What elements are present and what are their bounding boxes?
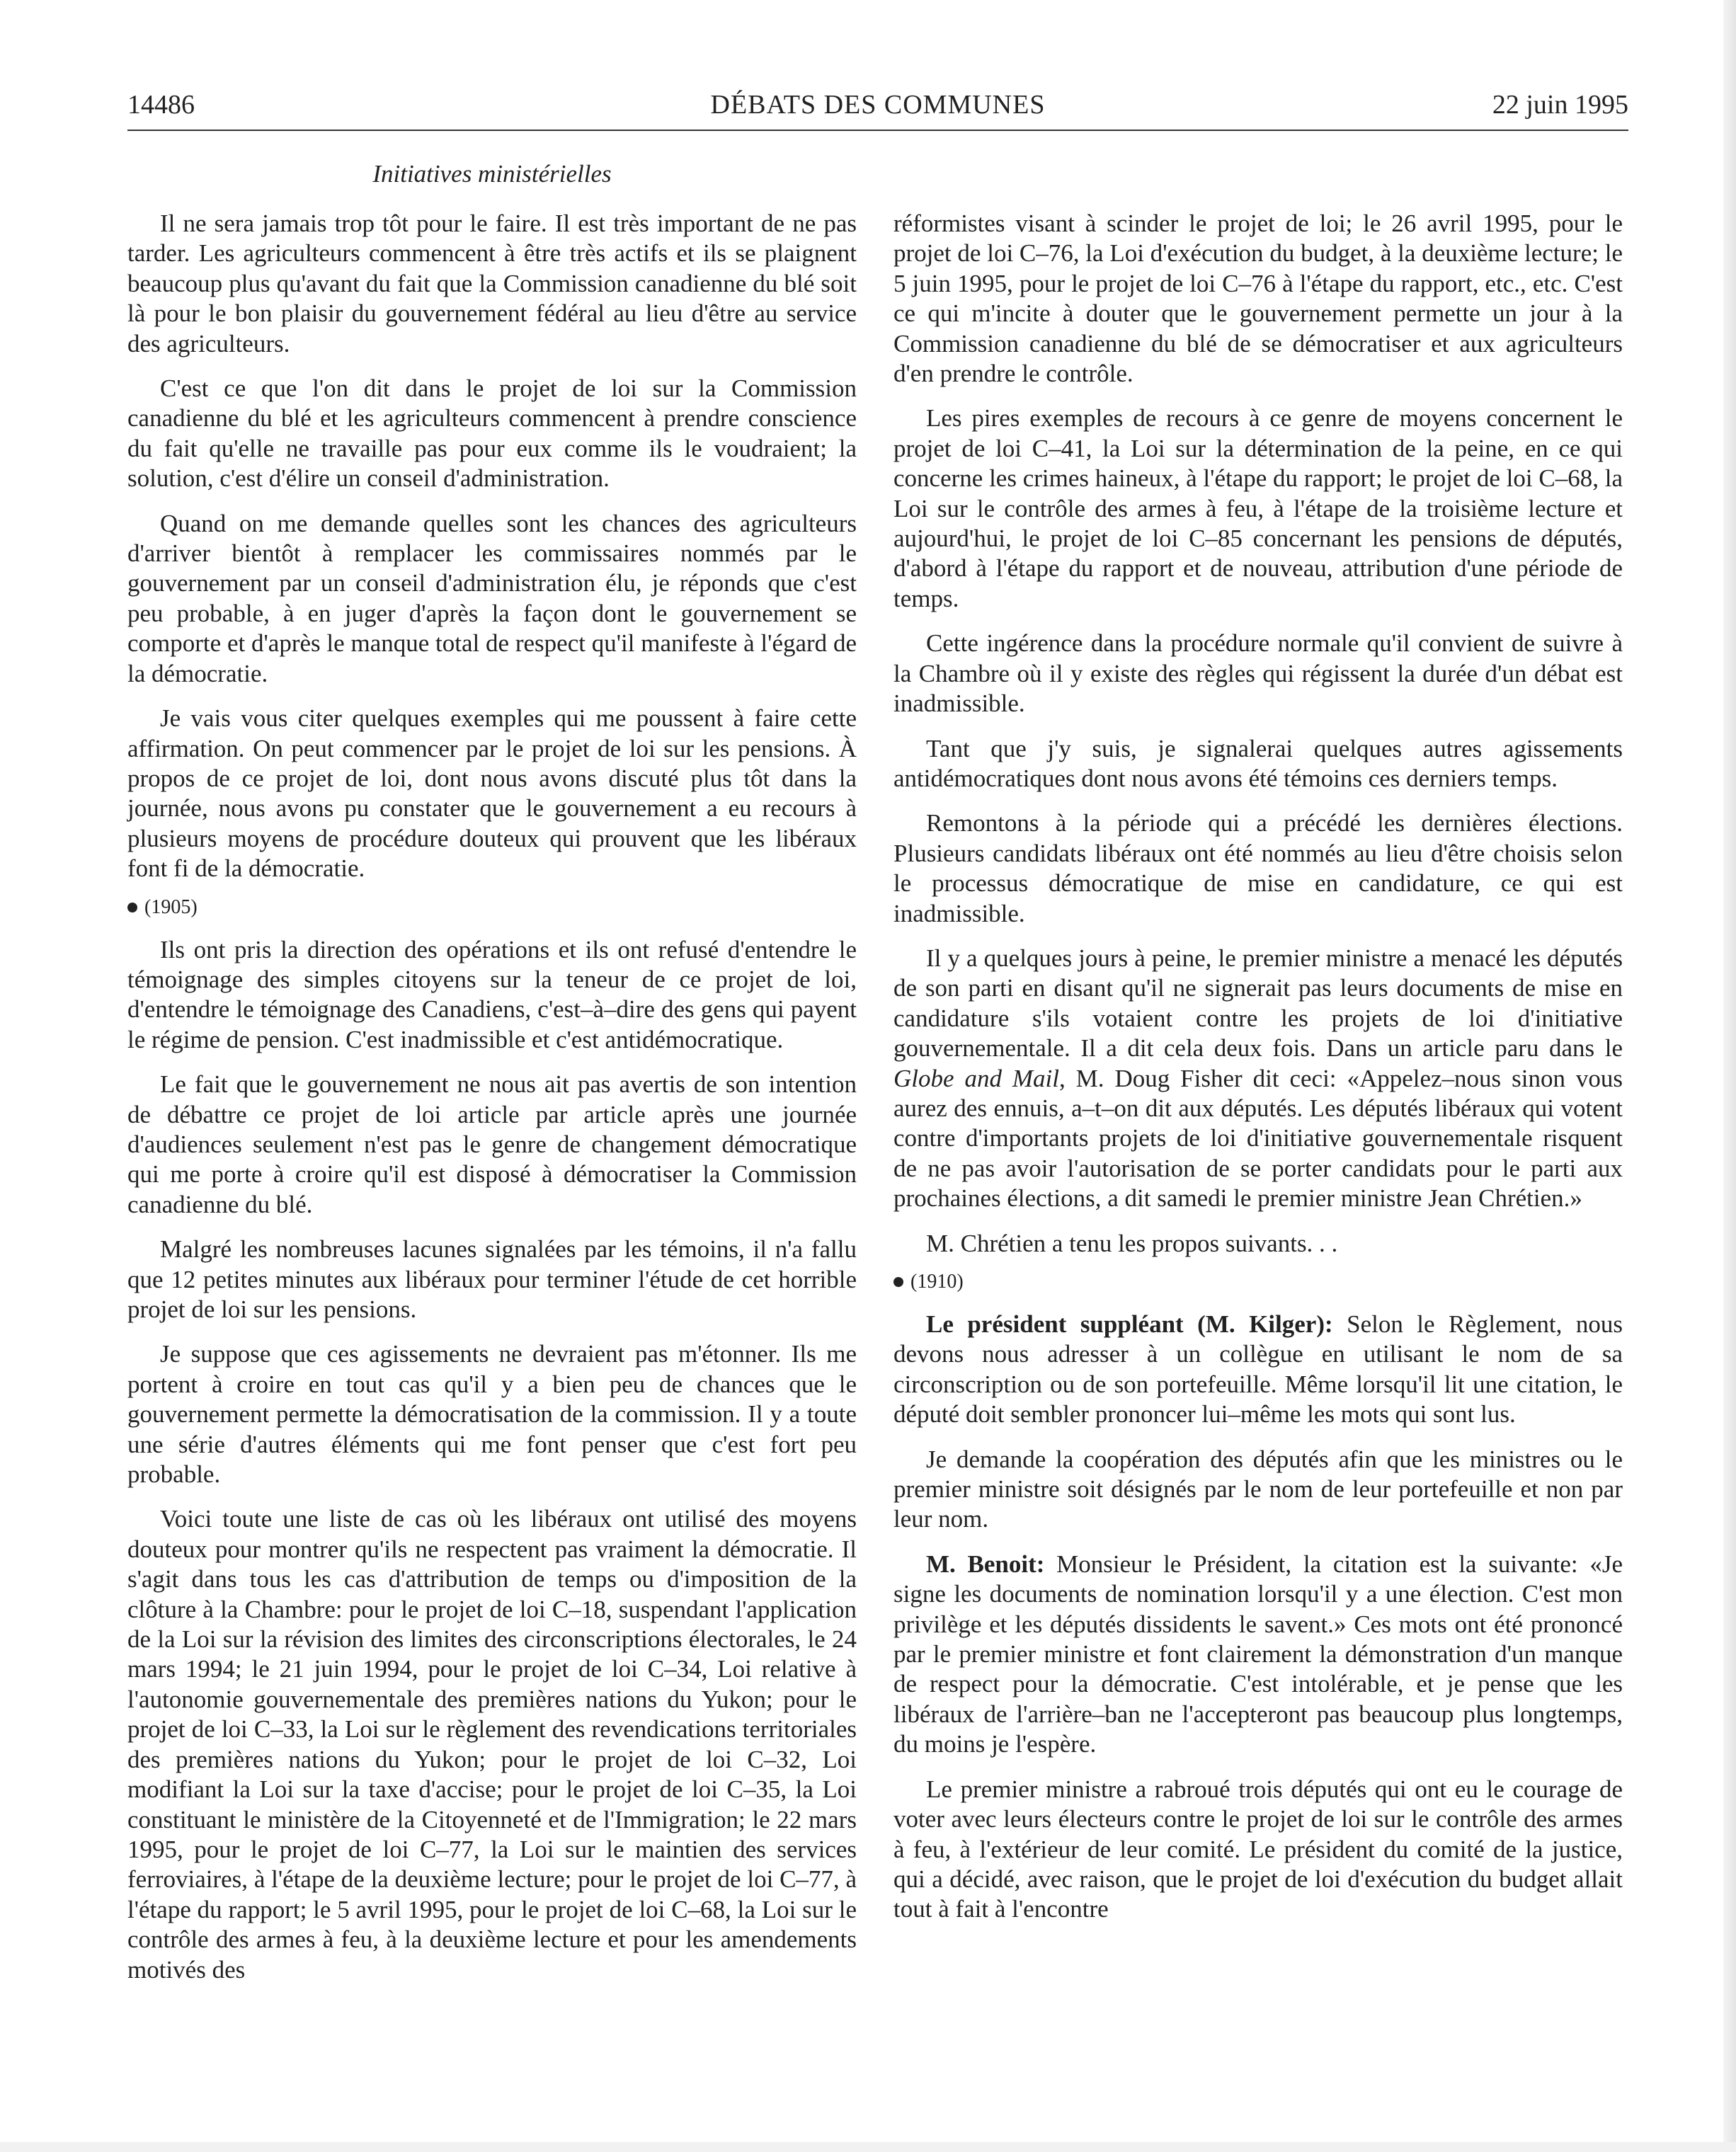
header-rule xyxy=(127,130,1628,131)
right-column xyxy=(893,209,1623,1940)
running-head: Initiatives ministérielles xyxy=(372,160,612,188)
paragraph: Voici toute une liste de cas où les libéraux ont utilisé des moyens douteux pour montrer qu'ils ne respectent pas vraiment la démocratie. Il s'agit dans tous les cas d'attribution de temps ou d'imposition de la clôture à la Chambre: pour le projet de loi C–18, suspendant l'application de la Loi sur la révision des limites des circonscriptions électorales, le 24 mars 1994; le 21 juin 1994, pour le projet de loi C–34, Loi relative à l'autonomie gouvernementale des premières nations du Yukon; pour le projet de loi C–33, la Loi sur le règlement des revendications territoriales des premières nations du Yukon; pour le projet de loi C–32, Loi modifiant la Loi sur la taxe d'accise; pour le projet de loi C–35, la Loi constituant le ministère de la Citoyenneté et de l'Immigration; le 22 mars 1995, pour le projet de loi C–77, la Loi sur le maintien des services ferroviaires, à l'étape de la deuxième lecture; pour le projet de loi C–77, à l'étape du rapport; le 5 avril 1995, pour le projet de loi C–68, la Loi sur le contrôle des armes à feu, à la deuxième lecture et pour les amendements motivés des xyxy=(127,1505,857,1984)
newspaper-title: Globe and Mail xyxy=(893,1064,1059,1092)
paragraph: M. Chrétien a tenu les propos suivants. . . xyxy=(926,1229,1338,1257)
page-edge-bottom xyxy=(0,2142,1736,2152)
paragraph: réformistes visant à scinder le projet de loi; le 26 avril 1995, pour le projet de loi C–76, la Loi d'exécution du budget, à la deuxième lecture; le 5 juin 1995, pour le projet de loi C–76 à l'étape du rapport, etc., etc. C'est ce qui m'incite à douter que le gouvernement permette un jour à la Commission canadienne du blé de se démocratiser et aux agriculteurs d'en prendre le contrôle. xyxy=(893,210,1623,388)
paragraph: Ils ont pris la direction des opérations et ils ont refusé d'entendre le témoignage des simples citoyens sur la teneur de ce projet de loi, d'entendre le témoignage des Canadiens, c'est–à–dire des gens qui payent le régime de pension. C'est inadmissible et c'est antidémocratique. xyxy=(127,935,857,1053)
paragraph: Je suppose que ces agissements ne devraient pas m'étonner. Ils me portent à croire en tout cas qu'il y a bien peu de chances que le gouvernement permette la démocratisation de la commission. Il y a toute une série d'autres éléments qui me font penser que c'est fort peu probable. xyxy=(127,1340,857,1489)
bullet-icon xyxy=(127,903,137,912)
paragraph: Cette ingérence dans la procédure normale qu'il convient de suivre à la Chambre où il y existe des règles qui régissent la durée d'un débat est inadmissible. xyxy=(893,629,1623,718)
paragraph: Remontons à la période qui a précédé les dernières élections. Plusieurs candidats libéraux ont été nommés au lieu d'être choisis selon le processus démocratique de mise en candidature, ce qui est inadmissible. xyxy=(893,809,1623,927)
left-column xyxy=(127,209,857,2000)
timestamp xyxy=(127,893,857,922)
paragraph: Quand on me demande quelles sont les chances des agriculteurs d'arriver bientôt à remplacer les commissaires nommés par le gouvernement par un conseil d'administration élu, je réponds que c'est peu probable, à en juger d'après la façon dont le gouvernement se comporte et d'après le manque total de respect qu'il manifeste à l'égard de la démocratie. xyxy=(127,509,857,687)
paragraph xyxy=(893,1310,1623,1430)
bullet-icon xyxy=(893,1277,903,1287)
paragraph: Malgré les nombreuses lacunes signalées par les témoins, il n'a fallu que 12 petites minutes aux libéraux pour terminer l'étude de cet horrible projet de loi sur les pensions. xyxy=(127,1235,857,1323)
paragraph xyxy=(893,944,1623,1214)
paragraph-text: Monsieur le Président, la citation est la suivante: «Je signe les documents de nomination lorsqu'il y a une élection. C'est mon privilège et les députés dissidents le savent.» Ces mots ont été prononcé par le premier ministre et font clairement la démonstration d'un manque de respect pour la démocratie. C'est intolérable, et je pense que les libéraux de l'arrière–ban ne l'accepteront pas beaucoup plus longtemps, du moins je l'espère. xyxy=(893,1550,1623,1758)
paragraph: Il ne sera jamais trop tôt pour le faire. Il est très important de ne pas tarder. Les agriculteurs commencent à être très actifs et ils se plaignent beaucoup plus qu'avant du fait que la Commission canadienne du blé soit là pour le bon plaisir du gouvernement fédéral au lieu d'être au service des agriculteurs. xyxy=(127,210,857,357)
timestamp-label: (1910) xyxy=(910,1271,964,1293)
paragraph: C'est ce que l'on dit dans le projet de loi sur la Commission canadienne du blé et les agriculteurs commencent à prendre conscience du fait qu'elle ne travaille pas pour eux comme ils le voudraient; la solution, c'est d'élire un conseil d'administration. xyxy=(127,374,857,493)
paragraph-text: Il y a quelques jours à peine, le premier ministre a menacé les députés de son parti en disant qu'il ne signerait pas leurs documents de mise en candidature s'ils votaient contre les projets de loi d'initiative gouvernementale. Il a dit cela deux fois. Dans un article paru dans le xyxy=(893,944,1623,1063)
paragraph xyxy=(893,1550,1623,1760)
timestamp xyxy=(893,1267,1623,1297)
page-header xyxy=(127,84,1628,126)
speaker-name: Le président suppléant (M. Kilger): xyxy=(926,1310,1333,1338)
publication-title: DÉBATS DES COMMUNES xyxy=(710,90,1046,120)
paragraph: Le premier ministre a rabroué trois députés qui ont eu le courage de voter avec leurs électeurs contre le projet de loi sur le contrôle des armes à feu, à l'extérieur de leur comité. Le président du comité de la justice, qui a décidé, avec raison, que le projet de loi d'exécution du budget allait tout à fait à l'encontre xyxy=(893,1775,1623,1923)
timestamp-label: (1905) xyxy=(144,895,198,918)
paragraph: Tant que j'y suis, je signalerai quelques autres agissements antidémocratiques dont nous avons été témoins ces derniers temps. xyxy=(893,734,1623,792)
page-number: 14486 xyxy=(127,90,195,120)
page-edge xyxy=(1723,0,1736,2152)
paragraph-text: , M. Doug Fisher dit ceci: «Appelez–nous sinon vous aurez des ennuis, a–t–on dit aux députés. Les députés libéraux qui votent contre d'importants projets de loi d'initiative gouvernementale risquent de ne pas avoir l'autorisation de se porter candidats pour le parti aux prochaines élections, a dit samedi le premier ministre Jean Chrétien.» xyxy=(893,1064,1623,1213)
paragraph: Je demande la coopération des députés afin que les ministres ou le premier ministre soit désignés par le nom de leur portefeuille et non par leur nom. xyxy=(893,1445,1623,1533)
publication-date: 22 juin 1995 xyxy=(1492,90,1628,120)
paragraph: Je vais vous citer quelques exemples qui me poussent à faire cette affirmation. On peut commencer par le projet de loi sur les pensions. À propos de ce projet de loi, dont nous avons discuté plus tôt dans la journée, nous avons pu constater que le gouvernement a eu recours à plusieurs moyens de procédure douteux qui prouvent que les libéraux font fi de la démocratie. xyxy=(127,704,857,883)
paragraph: Les pires exemples de recours à ce genre de moyens concernent le projet de loi C–41, la Loi sur la détermination de la peine, en ce qui concerne les crimes haineux, à l'étape du rapport; le projet de loi C–68, la Loi sur le contrôle des armes à feu, à l'étape de la troisième lecture et aujourd'hui, le projet de loi C–85 concernant les pensions de députés, d'abord à l'étape du rapport et de nouveau, attribution d'une période de temps. xyxy=(893,404,1623,612)
paragraph-text: Selon le Règlement, nous devons nous adresser à un collègue en utilisant le nom de sa circonscription ou de son portefeuille. Même lorsqu'il lit une citation, le député doit sembler prononcer lui–même les mots qui sont lus. xyxy=(893,1310,1623,1429)
speaker-name: M. Benoit: xyxy=(926,1550,1045,1578)
paragraph: Le fait que le gouvernement ne nous ait pas avertis de son intention de débattre ce projet de loi article par article après une journée d'audiences seulement n'est pas le genre de changement démocratique qui me porte à croire qu'il est disposé à démocratiser la Commission canadienne du blé. xyxy=(127,1070,857,1218)
